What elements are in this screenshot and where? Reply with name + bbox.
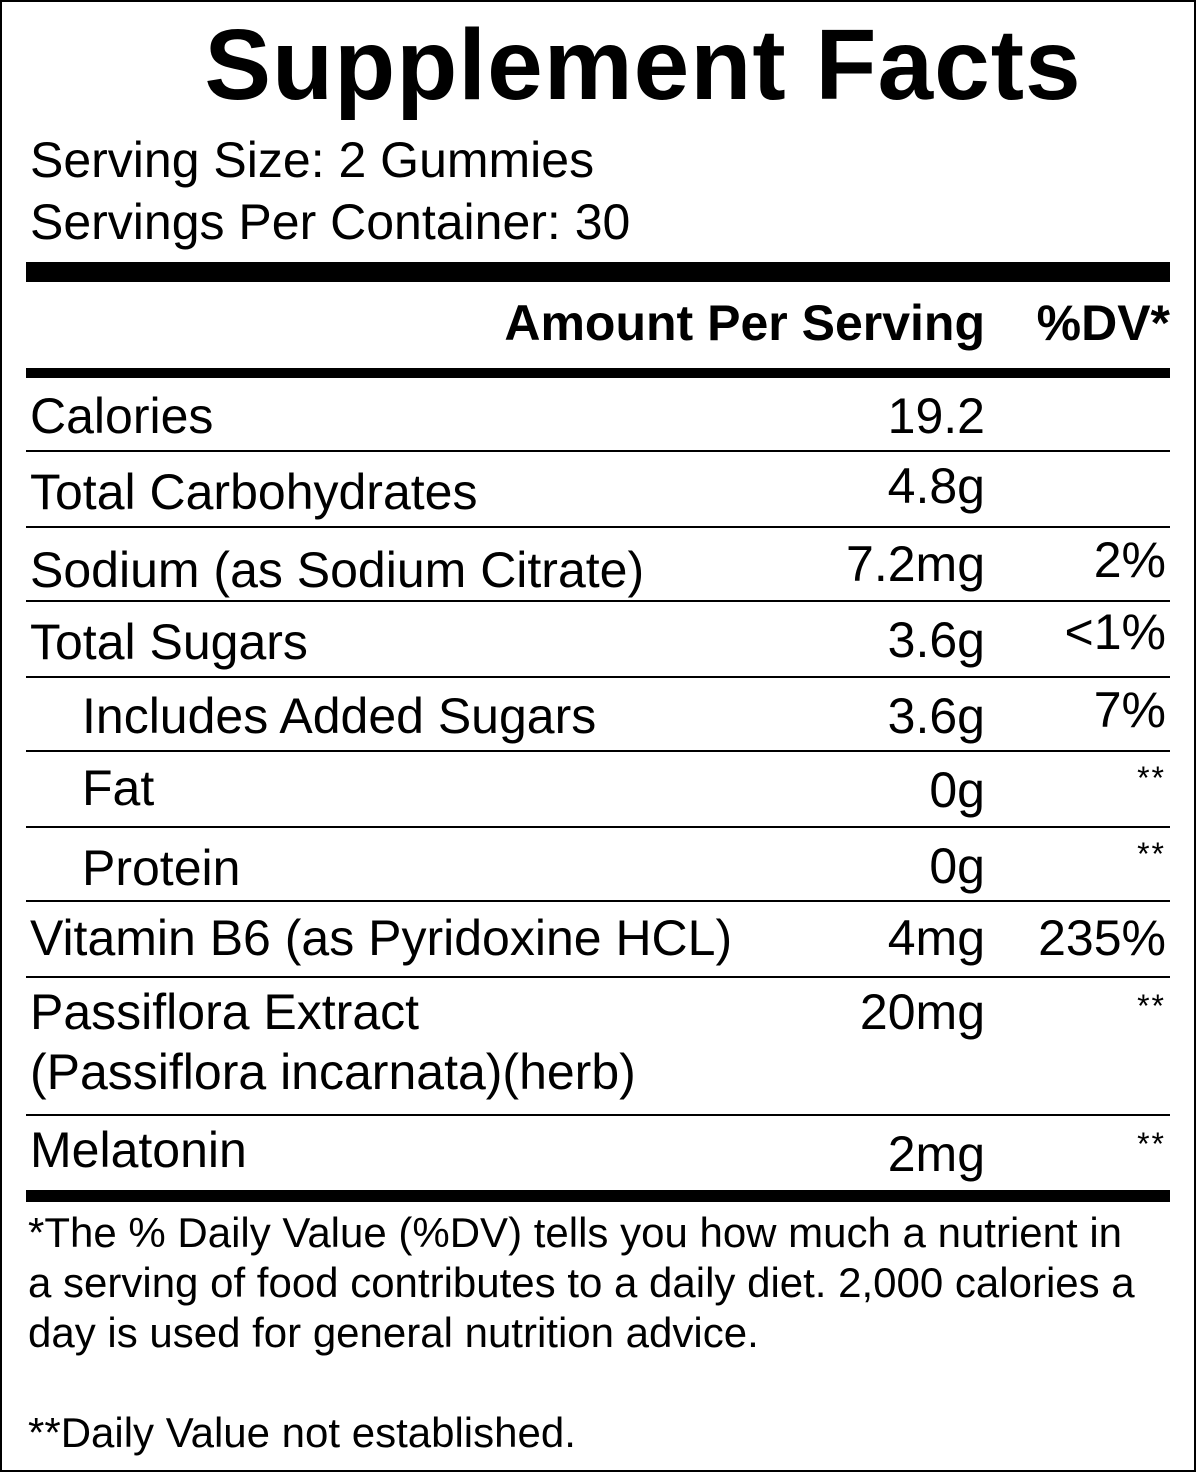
thick-divider-top bbox=[26, 262, 1170, 282]
nutrient-name: Includes Added Sugars bbox=[82, 688, 597, 744]
amount-per-serving-header: Amount Per Serving bbox=[504, 295, 985, 351]
table-row bbox=[26, 978, 1170, 1116]
table-row bbox=[26, 1116, 1170, 1190]
nutrient-dv: ** bbox=[1137, 760, 1166, 796]
nutrient-name: Protein bbox=[82, 840, 241, 896]
nutrient-amount: 3.6g bbox=[887, 688, 985, 744]
table-row bbox=[26, 828, 1170, 902]
nutrient-dv: 7% bbox=[1093, 682, 1166, 738]
daily-value-header: %DV* bbox=[1036, 295, 1170, 351]
nutrient-name: Calories bbox=[30, 388, 214, 444]
table-row bbox=[26, 452, 1170, 528]
nutrient-name: Total Carbohydrates bbox=[30, 464, 478, 520]
nutrient-name: Melatonin bbox=[30, 1122, 247, 1178]
table-row bbox=[26, 602, 1170, 678]
nutrient-name-line2: (Passiflora incarnata)(herb) bbox=[30, 1044, 636, 1100]
nutrient-name-line1: Passiflora Extract bbox=[30, 984, 420, 1040]
servings-per-container: Servings Per Container: 30 bbox=[30, 194, 631, 250]
nutrient-name: Total Sugars bbox=[30, 614, 308, 670]
nutrient-amount: 0g bbox=[929, 838, 985, 894]
medium-divider bbox=[26, 368, 1170, 378]
nutrient-dv: ** bbox=[1137, 1126, 1166, 1162]
nutrient-dv: <1% bbox=[1064, 604, 1166, 660]
table-row bbox=[26, 752, 1170, 828]
nutrient-dv: 2% bbox=[1093, 532, 1166, 588]
table-row bbox=[26, 378, 1170, 452]
table-row bbox=[26, 528, 1170, 602]
nutrient-amount: 0g bbox=[929, 762, 985, 818]
panel-title: Supplement Facts bbox=[204, 9, 1082, 121]
serving-size: Serving Size: 2 Gummies bbox=[30, 132, 595, 188]
nutrient-amount: 2mg bbox=[887, 1126, 985, 1182]
nutrient-name bbox=[30, 982, 636, 1102]
daily-value-footnote: *The % Daily Value (%DV) tells you how much a nutrient in a serving of food contributes to a daily diet. 2,000 calories a day is used for general nutrition advice. bbox=[28, 1209, 1135, 1356]
table-row bbox=[26, 678, 1170, 752]
nutrient-amount: 7.2mg bbox=[846, 536, 985, 592]
nutrient-dv: ** bbox=[1137, 988, 1166, 1024]
nutrient-table bbox=[26, 378, 1170, 1190]
nutrient-dv: 235% bbox=[1038, 910, 1166, 966]
nutrient-amount: 4mg bbox=[887, 910, 985, 966]
column-header-row bbox=[26, 294, 1170, 356]
table-row bbox=[26, 902, 1170, 978]
nutrient-amount: 4.8g bbox=[887, 458, 985, 514]
not-established-footnote: **Daily Value not established. bbox=[28, 1409, 576, 1456]
nutrient-amount: 19.2 bbox=[887, 388, 985, 444]
thick-divider-bottom bbox=[26, 1190, 1170, 1202]
nutrient-amount: 3.6g bbox=[887, 612, 985, 668]
nutrient-amount: 20mg bbox=[859, 984, 985, 1040]
nutrient-name: Vitamin B6 (as Pyridoxine HCL) bbox=[30, 910, 733, 966]
nutrient-name: Sodium (as Sodium Citrate) bbox=[30, 542, 645, 598]
nutrient-name: Fat bbox=[82, 760, 155, 816]
nutrient-dv: ** bbox=[1137, 836, 1166, 872]
